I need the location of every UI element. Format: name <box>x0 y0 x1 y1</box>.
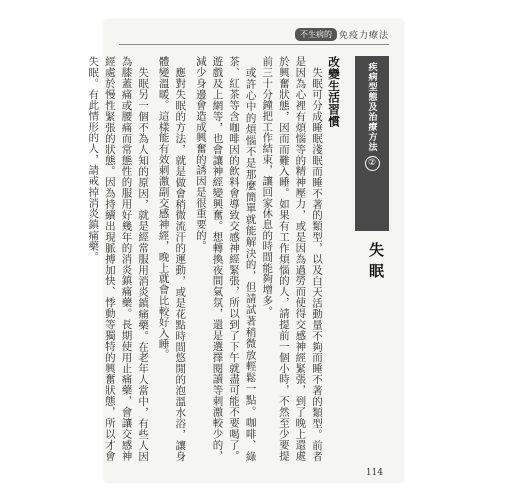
running-header <box>295 28 389 41</box>
disease-title: 失眠 <box>367 242 385 284</box>
section-heading: 改變生活習慣 <box>327 56 341 128</box>
sidebar-category: 疾病型態及治療方法 <box>366 62 377 152</box>
body-text <box>87 56 347 461</box>
header-badge: 不生病的 <box>295 28 337 41</box>
paragraph: 失眠另一個不為人知的原因，就是經常服用消炎鎮痛藥。在老年人當中，有些人因為膝蓋痛或腰痛而常態性的服用好幾年的消炎鎮痛藥。長期使用止痛藥，會讓交感神經處於慢性緊張的狀態。因為持續出現脈搏加快、悸動等獨特的興奮狀態，所以才會失眠。有此情形的人，請戒掉消炎鎮痛藥。 <box>87 56 150 461</box>
paragraph: 失眠可分成睡眠淺眠而睡不著的類型，以及白天活動量不夠而睡不著的類型。前者是因為心裡有煩惱等的精神壓力，或是因為過勞而使得交感神經緊張，到了晚上還處於興奮狀態，因而而難入睡。如果有工作煩惱的人，請提前一個小時，不然至少要提前三十分鐘把工作結束，讓回家休息的時間能夠增多。 <box>261 56 323 461</box>
sidebar-number: ② <box>365 156 380 171</box>
header-rule <box>119 44 389 45</box>
paragraph: 應對失眠的方法，就是做會稍微流汗的運動，或是花點時間悠閒的泡溫水浴，讓身體變溫暖。這樣能有效刺激副交感神經，晚上就會比較好入睡。 <box>157 56 187 461</box>
paragraph: 或許心中的煩惱不是那麼簡單就能解決的，但請試著稍微放輕鬆一點。咖啡、綠茶、紅茶等含咖啡因的飲料會導致交感神經緊張，所以到了下午就盡可能不要喝了。遊戲及上網等，也會讓神經變興奮。想轉換夜間氣氛，還是選擇閱讀等刺激較少的，減少身邊會造成興奮的誘因是很重要的。 <box>194 56 257 461</box>
book-page <box>87 20 403 482</box>
chapter-sidebar <box>355 56 389 231</box>
header-title: 免疫力療法 <box>338 31 389 41</box>
page-number: 114 <box>365 468 383 478</box>
